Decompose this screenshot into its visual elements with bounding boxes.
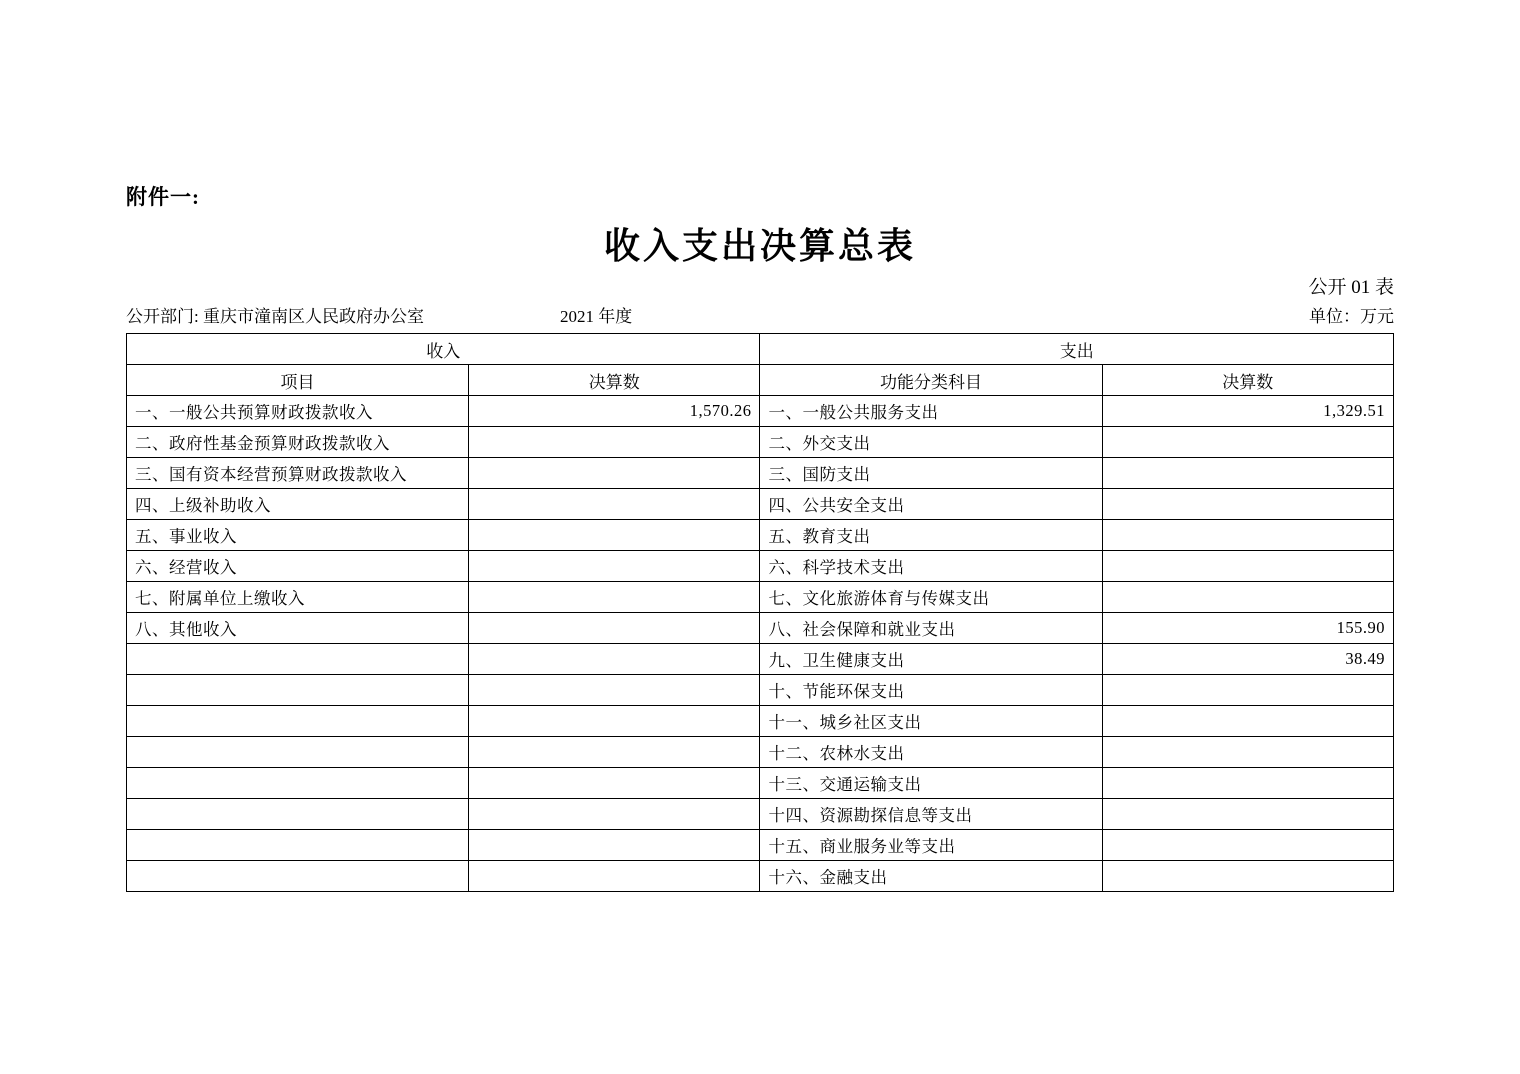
expenditure-item-cell: 十三、交通运输支出 <box>760 768 1102 799</box>
table-row <box>127 675 1394 706</box>
expenditure-item-cell: 十四、资源勘探信息等支出 <box>760 799 1102 830</box>
attachment-label: 附件一: <box>126 185 200 209</box>
expenditure-item-cell: 十五、商业服务业等支出 <box>760 830 1102 861</box>
table-row <box>127 799 1394 830</box>
expenditure-amount-cell: 38.49 <box>1102 644 1393 675</box>
form-code-label: 公开 01 表 <box>1308 277 1394 298</box>
expenditure-item-cell: 十一、城乡社区支出 <box>760 706 1102 737</box>
group-header-expenditure: 支出 <box>760 334 1394 365</box>
income-item-cell <box>127 644 469 675</box>
table-row <box>127 520 1394 551</box>
column-header-income-item: 项目 <box>127 365 469 396</box>
income-amount-cell <box>469 768 760 799</box>
income-item-cell: 八、其他收入 <box>127 613 469 644</box>
income-item-cell: 六、经营收入 <box>127 551 469 582</box>
expenditure-amount-cell <box>1102 675 1393 706</box>
table-group-header-row <box>127 334 1394 365</box>
income-amount-cell <box>469 520 760 551</box>
income-amount-cell <box>469 830 760 861</box>
expenditure-amount-cell: 155.90 <box>1102 613 1393 644</box>
income-amount-cell <box>469 644 760 675</box>
table-row <box>127 396 1394 427</box>
expenditure-amount-cell <box>1102 427 1393 458</box>
expenditure-amount-cell <box>1102 706 1393 737</box>
income-amount-cell <box>469 489 760 520</box>
income-item-cell: 一、一般公共预算财政拨款收入 <box>127 396 469 427</box>
income-amount-cell <box>469 551 760 582</box>
year-label: 2021 年度 <box>560 307 633 326</box>
group-header-income: 收入 <box>127 334 760 365</box>
income-item-cell <box>127 737 469 768</box>
expenditure-item-cell: 七、文化旅游体育与传媒支出 <box>760 582 1102 613</box>
expenditure-item-cell: 一、一般公共服务支出 <box>760 396 1102 427</box>
expenditure-amount-cell <box>1102 737 1393 768</box>
table-row <box>127 582 1394 613</box>
income-amount-cell: 1,570.26 <box>469 396 760 427</box>
table-row <box>127 830 1394 861</box>
expenditure-amount-cell <box>1102 830 1393 861</box>
budget-table <box>126 333 1394 892</box>
income-amount-cell <box>469 427 760 458</box>
expenditure-item-cell: 八、社会保障和就业支出 <box>760 613 1102 644</box>
income-item-cell <box>127 861 469 892</box>
expenditure-item-cell: 十六、金融支出 <box>760 861 1102 892</box>
expenditure-item-cell: 九、卫生健康支出 <box>760 644 1102 675</box>
expenditure-amount-cell: 1,329.51 <box>1102 396 1393 427</box>
expenditure-amount-cell <box>1102 582 1393 613</box>
income-item-cell: 七、附属单位上缴收入 <box>127 582 469 613</box>
meta-row <box>126 302 1394 326</box>
column-header-expenditure-item: 功能分类科目 <box>760 365 1102 396</box>
table-row <box>127 737 1394 768</box>
income-item-cell: 四、上级补助收入 <box>127 489 469 520</box>
page-title: 收入支出决算总表 <box>603 226 916 266</box>
income-amount-cell <box>469 861 760 892</box>
expenditure-item-cell: 六、科学技术支出 <box>760 551 1102 582</box>
expenditure-item-cell: 十二、农林水支出 <box>760 737 1102 768</box>
expenditure-item-cell: 五、教育支出 <box>760 520 1102 551</box>
income-amount-cell <box>469 737 760 768</box>
income-item-cell <box>127 768 469 799</box>
expenditure-amount-cell <box>1102 799 1393 830</box>
table-row <box>127 706 1394 737</box>
table-row <box>127 644 1394 675</box>
expenditure-amount-cell <box>1102 458 1393 489</box>
expenditure-item-cell: 二、外交支出 <box>760 427 1102 458</box>
income-amount-cell <box>469 675 760 706</box>
income-amount-cell <box>469 799 760 830</box>
table-column-header-row <box>127 365 1394 396</box>
unit-label: 单位：万元 <box>1309 307 1394 326</box>
expenditure-amount-cell <box>1102 520 1393 551</box>
expenditure-item-cell: 三、国防支出 <box>760 458 1102 489</box>
income-item-cell: 二、政府性基金预算财政拨款收入 <box>127 427 469 458</box>
income-amount-cell <box>469 582 760 613</box>
income-item-cell: 五、事业收入 <box>127 520 469 551</box>
table-row <box>127 861 1394 892</box>
table-row <box>127 489 1394 520</box>
table-row <box>127 551 1394 582</box>
expenditure-item-cell: 十、节能环保支出 <box>760 675 1102 706</box>
expenditure-amount-cell <box>1102 551 1393 582</box>
income-item-cell <box>127 675 469 706</box>
expenditure-amount-cell <box>1102 768 1393 799</box>
income-item-cell <box>127 799 469 830</box>
expenditure-amount-cell <box>1102 861 1393 892</box>
income-item-cell <box>127 830 469 861</box>
income-item-cell: 三、国有资本经营预算财政拨款收入 <box>127 458 469 489</box>
expenditure-item-cell: 四、公共安全支出 <box>760 489 1102 520</box>
table-body <box>127 396 1394 892</box>
table-row <box>127 458 1394 489</box>
table-row <box>127 427 1394 458</box>
department-label: 公开部门: 重庆市潼南区人民政府办公室 <box>126 307 424 326</box>
table-row <box>127 768 1394 799</box>
expenditure-amount-cell <box>1102 489 1393 520</box>
income-amount-cell <box>469 613 760 644</box>
column-header-income-amount: 决算数 <box>469 365 760 396</box>
income-item-cell <box>127 706 469 737</box>
income-amount-cell <box>469 706 760 737</box>
column-header-expenditure-amount: 决算数 <box>1102 365 1393 396</box>
table-row <box>127 613 1394 644</box>
income-amount-cell <box>469 458 760 489</box>
